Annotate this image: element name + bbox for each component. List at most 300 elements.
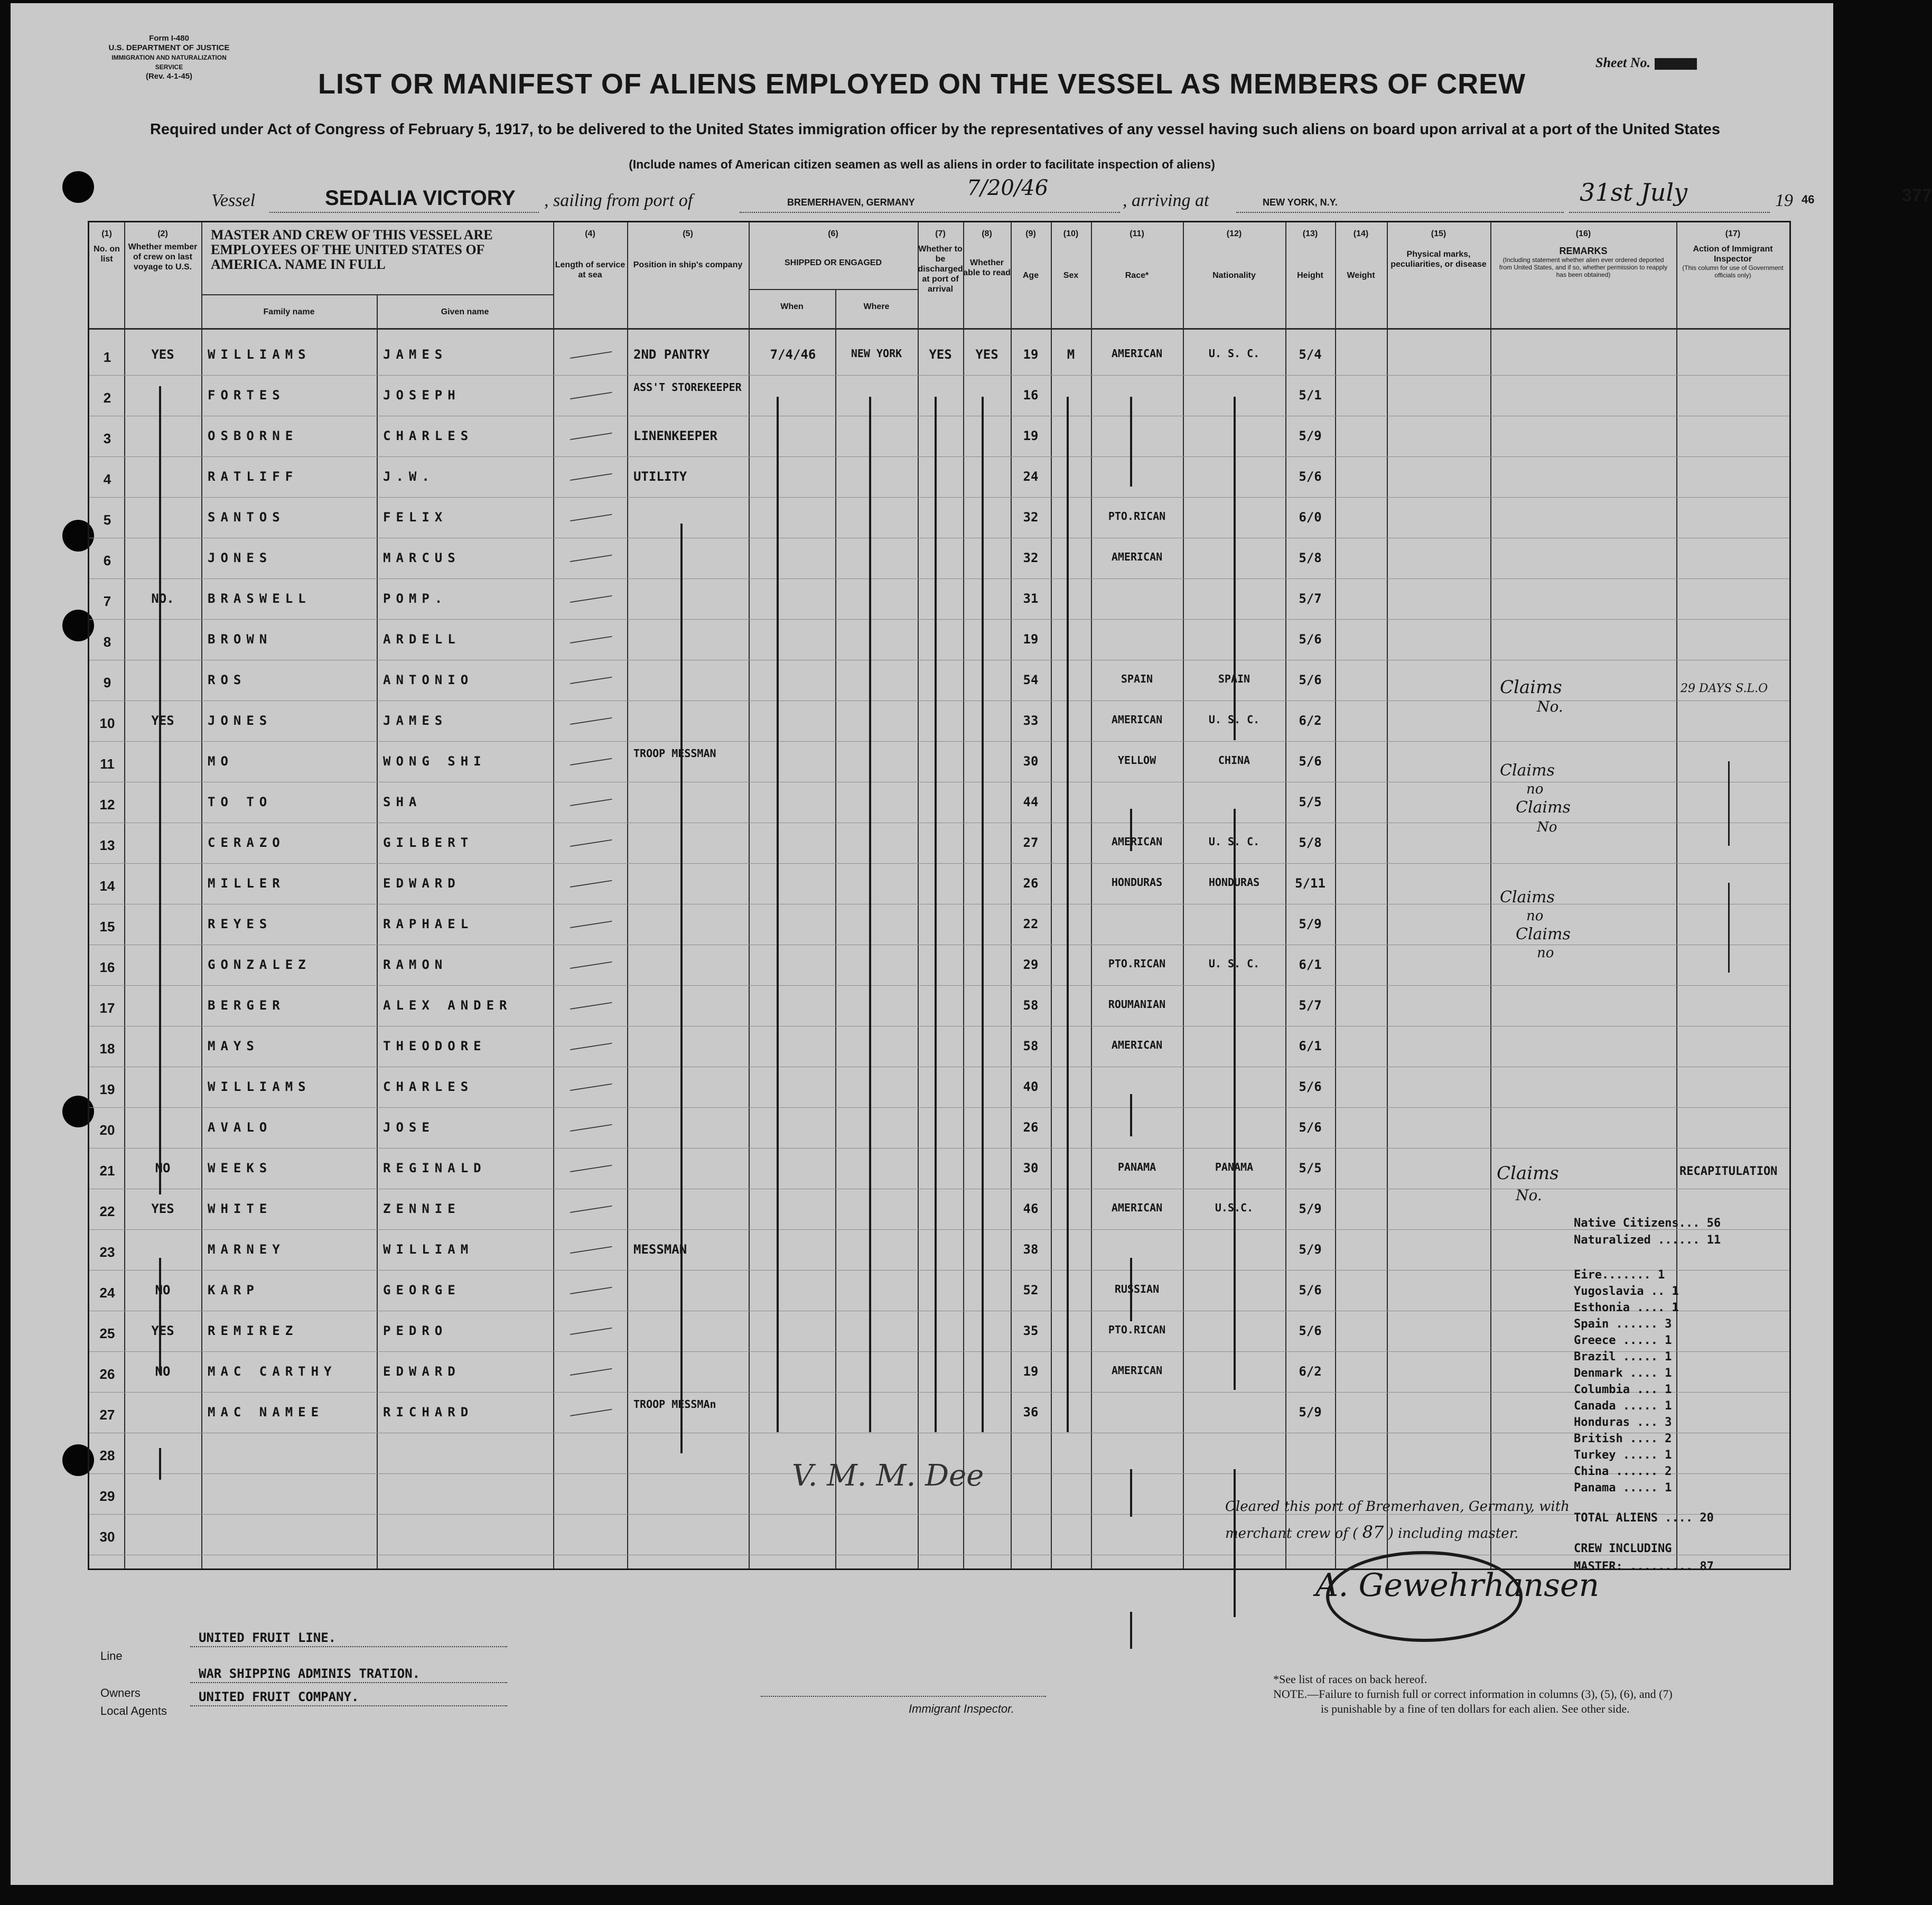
cell-age: 19 <box>1023 1364 1039 1379</box>
table-row <box>89 1026 1789 1067</box>
cell-age: 32 <box>1023 550 1039 565</box>
row-number: 9 <box>103 675 111 690</box>
cleared-crew-count: 87 <box>1362 1522 1384 1542</box>
recap-country-row: Panama ..... 1 <box>1574 1481 1672 1495</box>
recap-country-row: Canada ..... 1 <box>1574 1399 1672 1413</box>
cell-family: WILLIAMS <box>208 347 311 362</box>
cell-family: MARNEY <box>208 1242 285 1257</box>
year-value: 46 <box>1802 193 1815 206</box>
table-row <box>89 416 1789 456</box>
cell-family: MAYS <box>208 1039 259 1053</box>
cell-height: 5/7 <box>1299 591 1322 606</box>
recap-country-row: Eire....... 1 <box>1574 1268 1665 1282</box>
service-check-mark <box>570 343 618 359</box>
cell-family: FORTES <box>208 388 285 403</box>
cell-last-voyage: YES <box>151 713 174 728</box>
recap-country-row: Honduras ... 3 <box>1574 1416 1672 1429</box>
cell-given: CHARLES <box>383 1079 474 1094</box>
row-number: 6 <box>103 553 111 568</box>
cell-family: GONZALEZ <box>208 957 311 972</box>
table-row <box>89 823 1789 863</box>
service-check-mark <box>570 994 618 1010</box>
cell-height: 6/2 <box>1299 713 1322 728</box>
cell-given: RAPHAEL <box>383 917 474 931</box>
cell-height: 5/6 <box>1299 1323 1322 1338</box>
cell-race: PANAMA <box>1117 1161 1156 1173</box>
col-header-race: (11) Race* <box>1125 229 1149 280</box>
cell-age: 54 <box>1023 673 1039 687</box>
service-check-mark <box>570 587 618 603</box>
cell-nationality: U. S. C. <box>1208 713 1260 726</box>
master-signature: A. Gewehrhansen <box>1315 1567 1600 1604</box>
row-number: 14 <box>99 878 115 894</box>
remark-row11-answer: no <box>1526 781 1544 797</box>
inspector-signature-label: Immigrant Inspector. <box>909 1702 1014 1715</box>
cell-family: JONES <box>208 550 273 565</box>
table-row <box>89 1270 1789 1311</box>
cell-family: BROWN <box>208 632 273 647</box>
row-number: 5 <box>103 512 111 528</box>
row-number: 24 <box>99 1285 115 1301</box>
row-number: 18 <box>99 1041 115 1057</box>
col-header-inspector-action: (17) Action of Immigrant Inspector (This column for use of Government officials only) <box>1682 229 1784 279</box>
cell-age: 27 <box>1023 835 1039 850</box>
recap-naturalized: Naturalized ...... 11 <box>1574 1234 1721 1247</box>
cell-position: TROOP MESSMAn <box>633 1398 716 1411</box>
cell-position: UTILITY <box>633 469 687 484</box>
service-check-mark <box>570 831 618 847</box>
row-number: 17 <box>99 1000 115 1016</box>
punch-hole <box>62 171 94 203</box>
row-number: 25 <box>99 1325 115 1341</box>
cell-family: TO TO <box>208 795 273 809</box>
service-check-mark <box>570 546 618 562</box>
service-check-mark <box>570 1319 618 1335</box>
cell-read: YES <box>975 347 998 362</box>
cell-height: 5/6 <box>1299 632 1322 647</box>
arrival-date: 31st July <box>1580 178 1688 207</box>
row-number: 27 <box>99 1407 115 1423</box>
crew-table <box>88 221 1791 1573</box>
row-number: 7 <box>103 593 111 609</box>
table-row <box>89 1392 1789 1433</box>
row-number: 26 <box>99 1366 115 1382</box>
inspector-action-row9: 29 DAYS S.L.O <box>1681 682 1768 695</box>
cell-age: 46 <box>1023 1201 1039 1216</box>
cell-family: CERAZO <box>208 835 285 850</box>
cell-given: J.W. <box>383 469 435 484</box>
row-number: 10 <box>99 715 115 731</box>
service-check-mark <box>570 1197 618 1213</box>
cell-age: 36 <box>1023 1405 1039 1420</box>
recap-total-aliens: TOTAL ALIENS .... 20 <box>1574 1511 1714 1525</box>
cell-height: 5/11 <box>1295 876 1326 891</box>
cell-discharged: YES <box>929 347 952 362</box>
cell-height: 5/1 <box>1299 388 1322 403</box>
cell-family: SANTOS <box>208 510 285 525</box>
table-row <box>89 985 1789 1026</box>
remark-row12: Claims <box>1516 798 1571 817</box>
initials: V. M. M. Dee <box>792 1459 984 1493</box>
cell-age: 22 <box>1023 917 1039 931</box>
include-note: (Include names of American citizen seamen as well as aliens in order to facilitate inspection of aliens) <box>629 157 1215 171</box>
remark-row12-answer: No <box>1537 819 1557 835</box>
recap-country-row: Spain ...... 3 <box>1574 1318 1672 1331</box>
cell-given: ARDELL <box>383 632 461 647</box>
col-header-shipped: (6) SHIPPED OR ENGAGED <box>784 229 882 267</box>
table-row <box>89 456 1789 497</box>
cell-age: 16 <box>1023 388 1039 403</box>
row-number: 29 <box>99 1488 115 1504</box>
table-row <box>89 334 1789 375</box>
col-header-height: (13) Height <box>1297 229 1323 280</box>
col-header-sex: (10) Sex <box>1063 229 1079 280</box>
cell-age: 19 <box>1023 347 1039 362</box>
cell-height: 5/8 <box>1299 550 1322 565</box>
cell-nationality: U.S.C. <box>1215 1201 1254 1214</box>
cell-age: 31 <box>1023 591 1039 606</box>
cell-where: NEW YORK <box>851 347 902 360</box>
cell-nationality: SPAIN <box>1218 673 1250 685</box>
department-name: U.S. DEPARTMENT OF JUSTICE <box>108 43 230 52</box>
cell-height: 5/6 <box>1299 1079 1322 1094</box>
cell-family: RATLIFF <box>208 469 298 484</box>
recap-country-row: China ...... 2 <box>1574 1465 1672 1478</box>
recap-crew: MASTER: ......... 87 <box>1574 1560 1714 1573</box>
cell-height: 6/2 <box>1299 1364 1322 1379</box>
cell-given: POMP. <box>383 591 448 606</box>
row-number: 16 <box>99 959 115 975</box>
row-number: 11 <box>100 756 115 772</box>
sheet-number-label: Sheet No. <box>1595 55 1650 70</box>
service-check-mark <box>570 750 618 765</box>
cell-family: WILLIAMS <box>208 1079 311 1094</box>
service-check-mark <box>570 465 618 481</box>
recap-country-row: Greece ..... 1 <box>1574 1334 1672 1347</box>
cell-last-voyage: NO <box>155 1283 171 1297</box>
service-check-mark <box>570 384 618 399</box>
cleared-statement: Cleared this port of Bremerhaven, Germany, with <box>1225 1499 1570 1515</box>
cell-given: RAMON <box>383 957 448 972</box>
cell-age: 52 <box>1023 1283 1039 1297</box>
sailing-label: , sailing from port of <box>544 191 693 210</box>
cell-given: REGINALD <box>383 1161 487 1175</box>
cell-family: MO <box>208 754 234 769</box>
cell-age: 38 <box>1023 1242 1039 1257</box>
service-check-mark <box>570 1034 618 1050</box>
cell-height: 5/9 <box>1299 1405 1322 1420</box>
cell-family: WHITE <box>208 1201 273 1216</box>
cell-race: PTO.RICAN <box>1108 510 1166 522</box>
cell-family: REYES <box>208 917 273 931</box>
row-number: 8 <box>103 634 111 650</box>
cell-race: PTO.RICAN <box>1108 957 1166 970</box>
table-row <box>89 1351 1789 1392</box>
cell-family: MAC NAMEE <box>208 1405 324 1420</box>
cell-given: ZENNIE <box>383 1201 461 1216</box>
table-row <box>89 945 1789 985</box>
service-check-mark <box>570 424 618 440</box>
col-header-age: (9) Age <box>1022 229 1039 280</box>
races-note: *See list of races on back hereof. <box>1273 1673 1427 1686</box>
cell-race: YELLOW <box>1117 754 1156 767</box>
cell-height: 5/7 <box>1299 998 1322 1013</box>
row-number: 15 <box>99 919 115 935</box>
vessel-info-row <box>211 176 1932 217</box>
recap-country-row: British .... 2 <box>1574 1432 1672 1445</box>
cell-given: THEODORE <box>383 1039 487 1053</box>
cell-position: ASS'T STOREKEEPER <box>633 381 742 394</box>
cell-family: WEEKS <box>208 1161 273 1175</box>
cell-nationality: HONDURAS <box>1208 876 1260 889</box>
cell-last-voyage: YES <box>151 1201 174 1216</box>
row-number: 13 <box>99 837 115 853</box>
cell-nationality: PANAMA <box>1215 1161 1254 1173</box>
col-header-given-name: Given name <box>441 307 489 316</box>
col-header-where: Where <box>863 302 890 311</box>
row-number: 3 <box>103 431 111 446</box>
cell-height: 5/9 <box>1299 428 1322 443</box>
col-header-name: MASTER AND CREW OF THIS VESSEL ARE EMPLOYEES OF THE UNITED STATES OF AMERICA. NAME IN FULL <box>211 227 493 272</box>
cell-race: AMERICAN <box>1111 713 1163 726</box>
cell-family: MILLER <box>208 876 285 891</box>
service-check-mark <box>570 953 618 969</box>
cell-family: OSBORNE <box>208 428 298 443</box>
recap-title: RECAPITULATION <box>1679 1165 1778 1178</box>
sailing-port: BREMERHAVEN, GERMANY <box>787 197 915 208</box>
row-number: 12 <box>99 797 115 813</box>
service-check-mark <box>570 790 618 806</box>
page-subtitle: Required under Act of Congress of February 5, 1917, to be delivered to the United States immigration officer by the representatives of any vessel having such aliens on board upon arrival at a port of the United States <box>150 121 1721 138</box>
service-check-mark <box>570 912 618 928</box>
recap-country-row: Denmark .... 1 <box>1574 1367 1672 1380</box>
cell-given: ANTONIO <box>383 673 474 687</box>
cell-race: AMERICAN <box>1111 835 1163 848</box>
row-number: 4 <box>103 471 111 487</box>
cell-race: AMERICAN <box>1111 1364 1163 1377</box>
row-number: 28 <box>99 1448 115 1463</box>
cell-given: MARCUS <box>383 550 461 565</box>
row-number: 21 <box>99 1163 115 1179</box>
recap-crew-label: CREW INCLUDING <box>1574 1542 1672 1555</box>
remark-row14: Claims <box>1500 888 1555 907</box>
cell-position: 2ND PANTRY <box>633 347 710 362</box>
penalty-note: NOTE.—Failure to furnish full or correct information in columns (3), (5), (6), and (7) <box>1273 1687 1673 1701</box>
service-check-mark <box>570 1360 618 1376</box>
vessel-label: Vessel <box>211 191 256 210</box>
cell-height: 5/9 <box>1299 1242 1322 1257</box>
col-header-physical-marks: (15) Physical marks, peculiarities, or disease <box>1390 229 1487 269</box>
cell-race: PTO.RICAN <box>1108 1323 1166 1336</box>
remark-row15: Claims <box>1516 925 1571 944</box>
col-header-no: (1) No. on list <box>94 229 120 264</box>
cleared-crew-line: merchant crew of ( 87 ) including master. <box>1225 1522 1519 1542</box>
cell-given: WILLIAM <box>383 1242 474 1257</box>
remark-row9-answer: No. <box>1537 698 1563 715</box>
remark-row21-answer: No. <box>1516 1187 1542 1204</box>
cell-height: 5/5 <box>1299 1161 1322 1175</box>
form-number: Form I-480 <box>149 34 189 43</box>
cell-height: 5/9 <box>1299 917 1322 931</box>
row-number: 23 <box>99 1244 115 1260</box>
cell-nationality: U. S. C. <box>1208 957 1260 970</box>
row-number: 30 <box>99 1529 115 1545</box>
cell-given: GEORGE <box>383 1283 461 1297</box>
cell-height: 6/1 <box>1299 1039 1322 1053</box>
cell-age: 33 <box>1023 713 1039 728</box>
recap-country-row: Yugoslavia .. 1 <box>1574 1285 1679 1298</box>
cell-age: 32 <box>1023 510 1039 525</box>
service-check-mark <box>570 628 618 643</box>
remark-row15-answer: no <box>1537 945 1554 961</box>
arriving-label: , arriving at <box>1123 191 1209 210</box>
remark-row11: Claims <box>1500 761 1555 780</box>
service-check-mark <box>570 1278 618 1294</box>
remark-row14-answer: no <box>1526 908 1544 924</box>
cell-race: HONDURAS <box>1111 876 1163 889</box>
service-check-mark <box>570 1400 618 1416</box>
cell-family: BERGER <box>208 998 285 1013</box>
cell-family: ROS <box>208 673 247 687</box>
row-number: 19 <box>99 1081 115 1097</box>
service-check-mark <box>570 1116 618 1132</box>
cell-race: AMERICAN <box>1111 550 1163 563</box>
cell-age: 19 <box>1023 632 1039 647</box>
cell-age: 58 <box>1023 998 1039 1013</box>
cell-age: 24 <box>1023 469 1039 484</box>
cell-last-voyage: NO. <box>151 591 174 606</box>
recap-country-row: Turkey ..... 1 <box>1574 1449 1672 1462</box>
recap-country-row: Brazil ..... 1 <box>1574 1350 1672 1364</box>
cell-given: JAMES <box>383 347 448 362</box>
cell-height: 5/6 <box>1299 1283 1322 1297</box>
cell-height: 5/9 <box>1299 1201 1322 1216</box>
cell-sex: M <box>1067 347 1075 362</box>
recap-country-row: Columbia ... 1 <box>1574 1383 1672 1396</box>
owners-value: WAR SHIPPING ADMINIS TRATION. <box>199 1666 421 1681</box>
agents-value: UNITED FRUIT COMPANY. <box>199 1689 359 1704</box>
cell-family: AVALO <box>208 1120 273 1135</box>
col-header-last-voyage: (2) Whether member of crew on last voyage to U.S. <box>128 229 198 272</box>
cell-race: RUSSIAN <box>1114 1283 1160 1295</box>
cell-age: 44 <box>1023 795 1039 809</box>
cell-age: 40 <box>1023 1079 1039 1094</box>
col-header-when: When <box>780 302 804 311</box>
cell-age: 26 <box>1023 876 1039 891</box>
service-check-mark <box>570 1075 618 1091</box>
cell-age: 35 <box>1023 1323 1039 1338</box>
cell-given: SHA <box>383 795 422 809</box>
cell-race: AMERICAN <box>1111 347 1163 360</box>
cell-given: FELIX <box>383 510 448 525</box>
cell-nationality: U. S. C. <box>1208 347 1260 360</box>
cell-race: AMERICAN <box>1111 1039 1163 1051</box>
cell-age: 19 <box>1023 428 1039 443</box>
col-header-position: (5) Position in ship's company <box>633 229 743 269</box>
cell-given: CHARLES <box>383 428 474 443</box>
recap-country-row: Esthonia .... 1 <box>1574 1301 1679 1314</box>
recap-native: Native Citizens... 56 <box>1574 1217 1721 1230</box>
service-check-mark <box>570 709 618 725</box>
cell-given: EDWARD <box>383 876 461 891</box>
vessel-name: SEDALIA VICTORY <box>325 186 516 210</box>
cell-given: PEDRO <box>383 1323 448 1338</box>
col-header-weight: (14) Weight <box>1347 229 1375 280</box>
arriving-port: NEW YORK, N.Y. <box>1263 197 1338 208</box>
cell-given: JAMES <box>383 713 448 728</box>
page-title: LIST OR MANIFEST OF ALIENS EMPLOYED ON THE VESSEL AS MEMBERS OF CREW <box>318 68 1526 100</box>
col-header-read: (8) Whether able to read <box>963 229 1011 277</box>
cell-height: 5/6 <box>1299 754 1322 769</box>
table-row <box>89 1107 1789 1148</box>
table-row <box>89 375 1789 416</box>
cell-family: MAC CARTHY <box>208 1364 337 1379</box>
service-name: IMMIGRATION AND NATURALIZATION SERVICE <box>111 54 227 71</box>
page-number: 377 <box>1902 185 1932 206</box>
table-row <box>89 1229 1789 1270</box>
cell-height: 6/0 <box>1299 510 1322 525</box>
table-row <box>89 1311 1789 1351</box>
cell-given: JOSEPH <box>383 388 461 403</box>
cell-age: 30 <box>1023 754 1039 769</box>
col-header-nationality: (12) Nationality <box>1212 229 1256 280</box>
service-check-mark <box>570 1156 618 1172</box>
row-number: 1 <box>103 349 111 365</box>
remark-row21: Claims <box>1497 1163 1559 1184</box>
cell-family: KARP <box>208 1283 259 1297</box>
table-row <box>89 1514 1789 1555</box>
cell-height: 5/5 <box>1299 795 1322 809</box>
cell-race: SPAIN <box>1121 673 1153 685</box>
penalty-note-continued: is punishable by a fine of ten dollars for each alien. See other side. <box>1321 1702 1630 1715</box>
cell-family: JONES <box>208 713 273 728</box>
service-check-mark <box>570 506 618 521</box>
cell-age: 58 <box>1023 1039 1039 1053</box>
cell-age: 29 <box>1023 957 1039 972</box>
table-row <box>89 578 1789 619</box>
service-check-mark <box>570 1238 618 1254</box>
cell-given: JOSE <box>383 1120 435 1135</box>
col-header-remarks: (16) REMARKS (Including statement whether alien ever ordered deported from United States, and if so, whether permission to reapply has been obtained) <box>1499 229 1668 278</box>
table-row <box>89 538 1789 578</box>
cell-race: AMERICAN <box>1111 1201 1163 1214</box>
cell-height: 5/8 <box>1299 835 1322 850</box>
remark-row9: Claims <box>1500 677 1562 698</box>
cell-position: LINENKEEPER <box>633 428 717 443</box>
cell-last-voyage: YES <box>151 1323 174 1338</box>
sailing-date: 7/20/46 <box>967 176 1049 200</box>
cell-nationality: CHINA <box>1218 754 1250 767</box>
cell-height: 5/6 <box>1299 1120 1322 1135</box>
cell-height: 5/6 <box>1299 673 1322 687</box>
table-row <box>89 1067 1789 1107</box>
cell-height: 6/1 <box>1299 957 1322 972</box>
owners-label: Owners <box>100 1686 141 1699</box>
cell-family: BRASWELL <box>208 591 311 606</box>
col-header-discharged: (7) Whether to be discharged at port of arrival <box>918 229 963 294</box>
service-check-mark <box>570 668 618 684</box>
cell-nationality: U. S. C. <box>1208 835 1260 848</box>
service-check-mark <box>570 872 618 888</box>
cell-given: EDWARD <box>383 1364 461 1379</box>
cell-height: 5/4 <box>1299 347 1322 362</box>
line-value: UNITED FRUIT LINE. <box>199 1630 337 1645</box>
table-row <box>89 497 1789 538</box>
cell-position: MESSMAN <box>633 1242 687 1257</box>
year-label: 19 <box>1775 191 1793 210</box>
cell-last-voyage: NO <box>155 1161 171 1175</box>
cell-family: REMIREZ <box>208 1323 298 1338</box>
